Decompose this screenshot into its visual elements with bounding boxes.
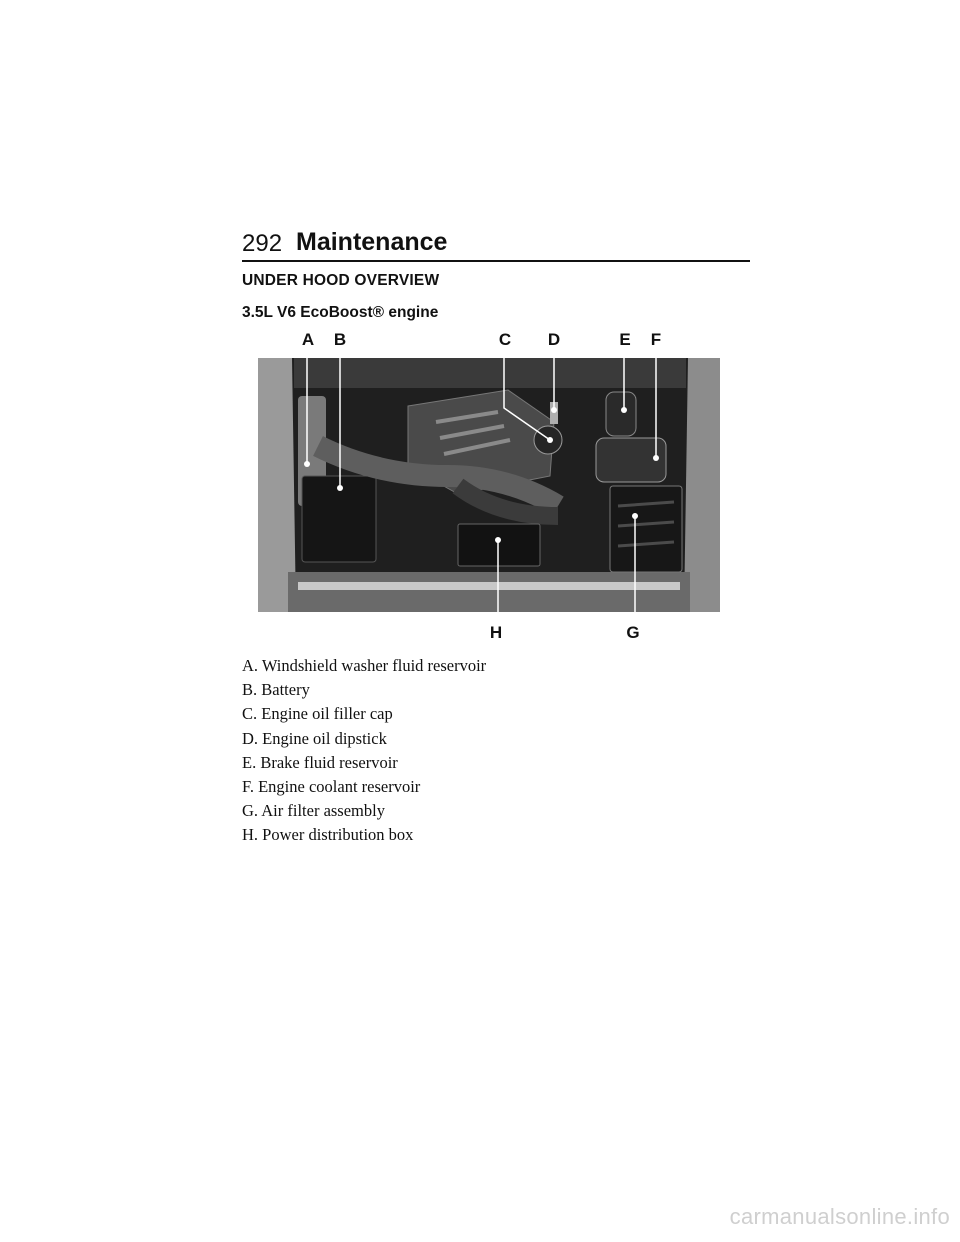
callout-f: F — [650, 330, 662, 349]
callout-a: A — [301, 330, 315, 349]
legend-item: B. Battery — [242, 680, 310, 700]
page-header — [242, 228, 750, 262]
callout-e: E — [619, 330, 631, 349]
engine-subheading: 3.5L V6 EcoBoost® engine — [242, 304, 439, 321]
engine-bay-illustration — [258, 326, 720, 644]
site-watermark: carmanualsonline.info — [729, 1204, 950, 1229]
brake-reservoir — [606, 392, 636, 436]
air-filter-box — [610, 486, 682, 572]
engine-bay-svg — [258, 326, 720, 644]
radiator-support — [288, 572, 690, 612]
firewall — [294, 358, 686, 388]
callout-b: B — [333, 330, 347, 349]
dot-b — [337, 485, 343, 491]
callout-d: D — [547, 330, 561, 349]
legend-item: D. Engine oil dipstick — [242, 728, 387, 748]
callout-c: C — [498, 330, 512, 349]
legend-item: E. Brake fluid reservoir — [242, 752, 398, 772]
dot-e — [621, 407, 627, 413]
callout-h: H — [489, 623, 503, 642]
component-legend — [242, 656, 486, 850]
section-title: Maintenance — [296, 228, 448, 256]
dot-g — [632, 513, 638, 519]
legend-item: H. Power distribution box — [242, 825, 414, 845]
page-heading: UNDER HOOD OVERVIEW — [242, 272, 440, 289]
dot-f — [653, 455, 659, 461]
legend-item: F. Engine coolant reservoir — [242, 776, 421, 796]
front-trim — [298, 582, 680, 590]
dot-a — [304, 461, 310, 467]
dot-h — [495, 537, 501, 543]
legend-item: G. Air filter assembly — [242, 801, 385, 821]
dot-d — [551, 407, 557, 413]
legend-item: A. Windshield washer fluid reservoir — [242, 656, 487, 675]
callout-g: G — [626, 623, 640, 642]
power-distribution-box — [458, 524, 540, 566]
dot-c — [547, 437, 553, 443]
legend-item: C. Engine oil filler cap — [242, 704, 393, 724]
header-rule — [242, 260, 750, 262]
page-number: 292 — [242, 230, 283, 257]
